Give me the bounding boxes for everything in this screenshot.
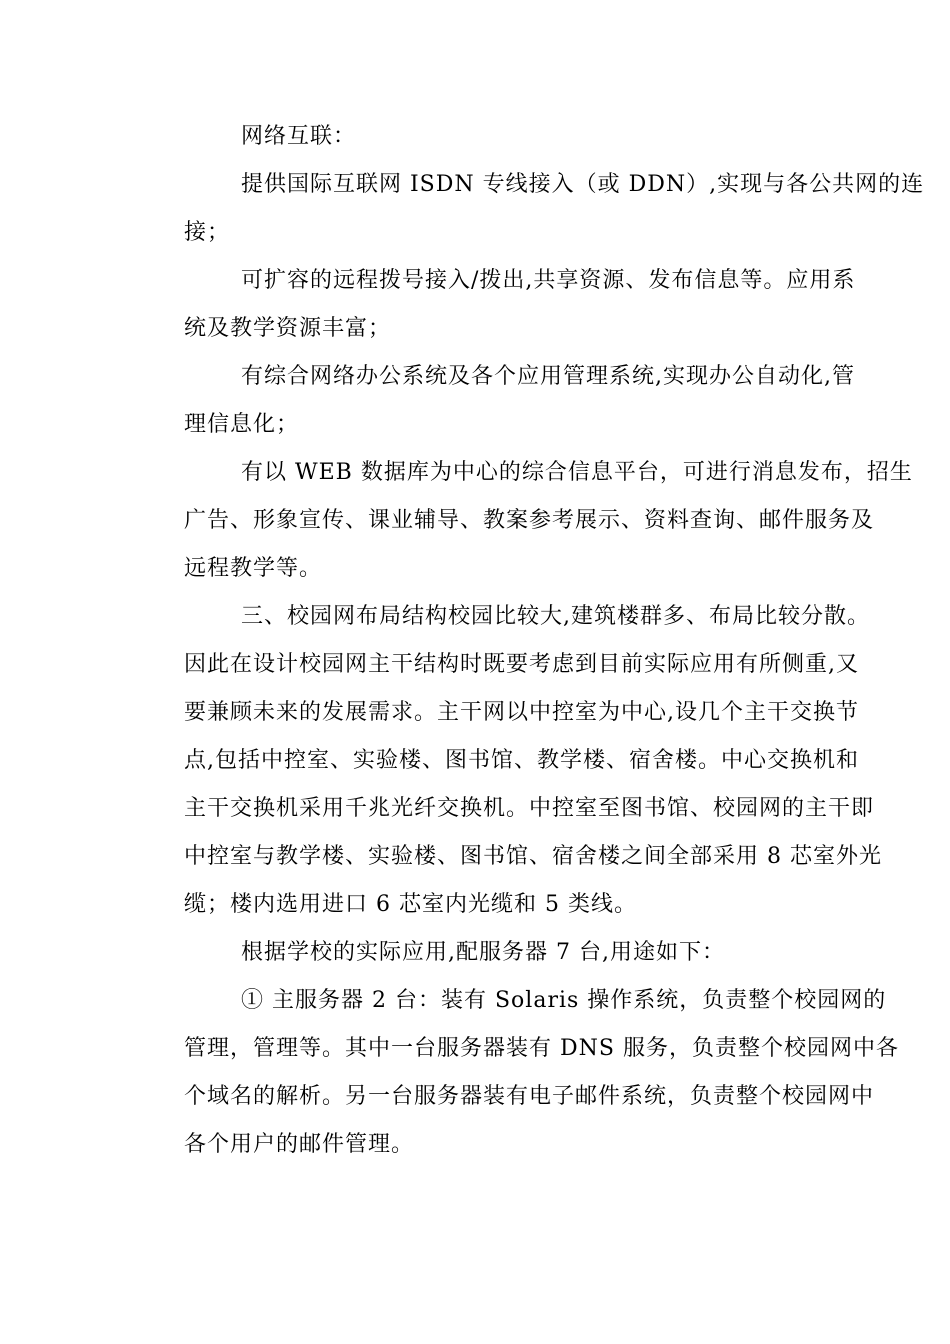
paragraph-office-system (140, 353, 855, 449)
text-line: 各个用户的邮件管理。 (184, 1132, 415, 1157)
text-line: 统及教学资源丰富； (184, 316, 392, 341)
text-line: 广告、形象宣传、课业辅导、教案参考展示、资料查询、邮件服务及 (184, 508, 875, 533)
paragraph-network-interconnection (140, 113, 822, 161)
text-line: 理信息化； (184, 412, 300, 437)
text-line: 远程教学等。 (184, 556, 323, 581)
text-line: 缆；楼内选用进口 6 芯室内光缆和 5 类线。 (184, 892, 637, 917)
document-body (140, 113, 925, 1169)
text-line: 中控室与教学楼、实验楼、图书馆、宿舍楼之间全部采用 8 芯室外光 (184, 844, 882, 869)
text-line: 主干交换机采用千兆光纤交换机。中控室至图书馆、校园网的主干即 (184, 796, 875, 821)
text-line: 要兼顾未来的发展需求。主干网以中控室为中心,设几个主干交换节 (184, 700, 859, 725)
text-line: 提供国际互联网 ISDN 专线接入（或 DDN）,实现与各公共网的连 (241, 172, 925, 197)
text-line: 因此在设计校园网主干结构时既要考虑到目前实际应用有所侧重,又 (184, 652, 859, 677)
paragraph-main-servers (140, 977, 899, 1169)
text-line: 根据学校的实际应用,配服务器 7 台,用途如下： (241, 940, 725, 965)
paragraph-web-platform (140, 449, 913, 593)
text-line: 个域名的解析。另一台服务器装有电子邮件系统，负责整个校园网中 (184, 1084, 875, 1109)
text-line: ① 主服务器 2 台：装有 Solaris 操作系统，负责整个校园网的 (241, 988, 887, 1013)
text-line: 点,包括中控室、实验楼、图书馆、教学楼、宿舍楼。中心交换机和 (184, 748, 859, 773)
paragraph-remote-dialup (140, 257, 856, 353)
paragraph-servers-intro (140, 929, 822, 977)
text-line: 有综合网络办公系统及各个应用管理系统,实现办公自动化,管 (241, 364, 855, 389)
text-line: 接； (184, 220, 231, 245)
text-line: 管理，管理等。其中一台服务器装有 DNS 服务，负责整个校园网中各 (184, 1036, 899, 1061)
text-line: 三、校园网布局结构校园比较大,建筑楼群多、布局比较分散。 (241, 604, 870, 629)
text-line: 可扩容的远程拨号接入/拨出,共享资源、发布信息等。应用系 (241, 268, 856, 293)
text-line: 有以 WEB 数据库为中心的综合信息平台，可进行消息发布，招生 (241, 460, 913, 485)
paragraph-campus-layout (140, 593, 882, 929)
text-line: 网络互联： (241, 124, 357, 149)
paragraph-internet-access (140, 161, 925, 257)
